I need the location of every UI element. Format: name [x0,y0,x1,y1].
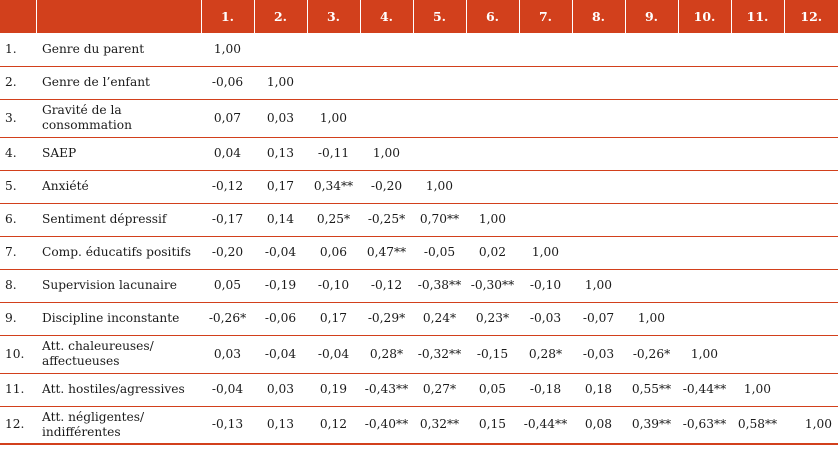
correlation-cell: 0,05 [478,382,507,396]
correlation-cell: 0,13 [266,417,295,432]
correlation-cell: -0,43** [364,382,409,396]
row-number: 9. [5,311,17,325]
row-number: 6. [5,212,17,226]
correlation-cell: 0,24* [422,311,457,325]
correlation-cell [466,99,519,137]
correlation-cell: 1,00 [266,75,295,89]
correlation-cell [572,99,625,137]
correlation-cell [360,99,413,137]
table-body [0,33,838,444]
correlation-cell [413,66,466,99]
correlation-cell: -0,11 [317,146,350,160]
correlation-cell: 1,00 [319,110,348,125]
correlation-cell: -0,13 [211,417,244,432]
correlation-cell [784,236,838,269]
table-row [0,236,838,269]
correlation-cell: -0,06 [264,311,297,325]
correlation-cell [466,170,519,203]
correlation-cell [360,33,413,66]
correlation-cell: 0,17 [266,179,295,193]
correlation-cell [360,66,413,99]
correlation-cell: -0,38** [417,278,462,292]
correlation-cell [519,66,572,99]
correlation-cell: 0,18 [584,382,613,396]
column-header: 2. [254,0,307,33]
correlation-cell: 0,55** [631,382,672,396]
correlation-cell: -0,32** [417,346,462,361]
correlation-cell: 0,07 [213,110,242,125]
correlation-cell: -0,44** [682,382,727,396]
correlation-cell [678,236,731,269]
correlation-cell [678,269,731,302]
correlation-cell: 0,28* [369,346,404,361]
column-header: 9. [625,0,678,33]
correlation-cell: 0,14 [266,212,295,226]
correlation-cell [678,170,731,203]
correlation-cell [731,236,784,269]
correlation-cell: 0,27* [422,382,457,396]
correlation-cell: -0,10 [529,278,562,292]
row-number: 4. [5,146,17,160]
correlation-cell [625,236,678,269]
row-number: 1. [5,41,17,56]
correlation-cell [307,33,360,66]
table-row [0,335,838,373]
correlation-cell [784,373,838,406]
correlation-cell: 0,58** [737,417,778,432]
row-label: Comp. éducatifs positifs [42,245,192,259]
header-number-cell [0,0,36,33]
row-label: Att. hostiles/agressives [42,382,185,396]
correlation-cell [784,170,838,203]
correlation-cell: 0,13 [266,146,295,160]
row-number: 10. [5,346,25,361]
column-header: 7. [519,0,572,33]
header-row [0,0,838,33]
column-header: 1. [201,0,254,33]
correlation-cell: -0,44** [523,417,568,432]
correlation-cell [572,236,625,269]
correlation-cell [413,33,466,66]
correlation-cell [784,33,838,66]
correlation-cell: -0,04 [317,346,350,361]
correlation-cell: 0,32** [419,417,460,432]
correlation-cell: 0,15 [478,417,507,432]
correlation-cell [784,335,838,373]
correlation-cell: -0,04 [211,382,244,396]
correlation-cell: 0,70** [419,212,460,226]
correlation-cell: 0,19 [319,382,348,396]
correlation-cell [413,99,466,137]
row-label: Att. négligentes/ indifférentes [42,409,145,439]
correlation-cell [784,99,838,137]
column-header: 6. [466,0,519,33]
correlation-cell [731,99,784,137]
row-number: 3. [5,110,17,125]
correlation-cell: 0,28* [528,346,563,361]
correlation-cell [625,33,678,66]
row-label: Att. chaleureuses/ affectueuses [42,339,154,368]
table-row [0,373,838,406]
correlation-cell: 0,23* [475,311,510,325]
correlation-cell: 1,00 [213,41,242,56]
correlation-cell: -0,30** [470,278,515,292]
row-number: 12. [5,417,25,432]
row-label: SAEP [42,146,77,160]
correlation-cell: -0,03 [582,346,615,361]
table-row [0,406,838,444]
correlation-cell [784,137,838,170]
column-header: 5. [413,0,466,33]
correlation-cell [519,203,572,236]
correlation-cell: 0,17 [319,311,348,325]
correlation-cell [466,33,519,66]
correlation-cell [731,302,784,335]
row-number: 8. [5,278,17,292]
correlation-cell [731,203,784,236]
header-label-cell [36,0,201,33]
correlation-cell: 0,08 [584,417,613,432]
correlation-cell: 0,03 [213,346,242,361]
correlation-cell [678,66,731,99]
correlation-cell [519,99,572,137]
row-label: Discipline inconstante [42,311,180,325]
correlation-cell [466,137,519,170]
correlation-cell [519,137,572,170]
correlation-cell [731,137,784,170]
correlation-cell: 0,34** [313,179,354,193]
correlation-cell [731,170,784,203]
correlation-cell: 1,00 [804,417,832,432]
correlation-cell: 0,47** [366,245,407,259]
row-number: 2. [5,75,17,89]
correlation-cell [572,33,625,66]
correlation-cell: -0,19 [264,278,297,292]
correlation-cell: 0,04 [213,146,242,160]
correlation-cell: -0,05 [423,245,456,259]
table-row [0,302,838,335]
correlation-cell [625,137,678,170]
row-label: Supervision lacunaire [42,278,177,292]
correlation-cell [466,66,519,99]
table-row [0,99,838,137]
correlation-cell: -0,15 [476,346,509,361]
correlation-cell [572,170,625,203]
column-header: 11. [731,0,784,33]
correlation-cell: -0,12 [211,179,244,193]
column-header: 8. [572,0,625,33]
correlation-cell: -0,18 [529,382,562,396]
row-label: Genre du parent [42,41,145,56]
correlation-cell [784,302,838,335]
correlation-cell [784,269,838,302]
row-number: 5. [5,179,17,193]
correlation-cell: 0,03 [266,382,295,396]
column-header: 10. [678,0,731,33]
correlation-cell: 1,00 [372,146,401,160]
row-label: Gravité de la consommation [42,103,132,132]
table-row [0,170,838,203]
correlation-cell: 0,39** [631,417,672,432]
correlation-cell [572,137,625,170]
correlation-cell: -0,04 [264,245,297,259]
correlation-cell: -0,12 [370,278,403,292]
correlation-cell [678,302,731,335]
table-row [0,33,838,66]
correlation-cell: 0,25* [316,212,351,226]
correlation-cell: -0,10 [317,278,350,292]
correlation-cell: 0,12 [319,417,348,432]
correlation-cell [625,99,678,137]
correlation-cell: -0,25* [367,212,406,226]
correlation-cell: -0,20 [370,179,403,193]
correlation-cell [784,203,838,236]
row-label: Sentiment dépressif [42,212,167,226]
correlation-cell [413,137,466,170]
correlation-cell: 1,00 [690,346,719,361]
correlation-cell [731,66,784,99]
correlation-cell: 1,00 [637,311,666,325]
correlation-cell [625,66,678,99]
correlation-cell: -0,06 [211,75,244,89]
correlation-cell: -0,17 [211,212,244,226]
correlation-cell: 1,00 [478,212,507,226]
correlation-cell [625,170,678,203]
correlation-cell [254,33,307,66]
correlation-cell: 0,03 [266,110,295,125]
correlation-cell [678,99,731,137]
row-number: 7. [5,245,17,259]
correlation-cell: -0,07 [582,311,615,325]
correlation-cell [307,66,360,99]
column-header: 12. [800,9,823,24]
correlation-cell [678,33,731,66]
correlation-cell [731,269,784,302]
correlation-cell: 0,02 [478,245,507,259]
correlation-cell [678,137,731,170]
correlation-cell [519,33,572,66]
correlation-cell: 1,00 [584,278,613,292]
correlation-cell [678,203,731,236]
row-number: 11. [5,382,25,396]
correlation-cell [784,66,838,99]
column-header: 3. [307,0,360,33]
row-label: Anxiété [42,179,89,193]
correlation-cell: -0,63** [682,417,727,432]
correlation-cell [731,335,784,373]
correlation-cell: -0,20 [211,245,244,259]
table-row [0,66,838,99]
correlation-cell [572,203,625,236]
correlation-cell: 0,06 [319,245,348,259]
row-label: Genre de l’enfant [42,75,150,89]
correlation-cell: -0,26* [208,311,247,325]
correlation-cell: -0,29* [367,311,406,325]
correlation-cell: 1,00 [743,382,772,396]
correlation-cell [731,33,784,66]
correlation-cell: -0,03 [529,311,562,325]
correlation-cell: 0,05 [213,278,242,292]
correlation-cell [519,170,572,203]
correlation-cell: 1,00 [425,179,454,193]
correlation-cell: -0,26* [632,346,671,361]
correlation-cell [572,66,625,99]
correlation-cell: -0,04 [264,346,297,361]
table-row [0,269,838,302]
correlation-cell: 1,00 [531,245,560,259]
table-row [0,137,838,170]
table-row [0,203,838,236]
correlation-cell [625,203,678,236]
column-header: 4. [360,0,413,33]
correlation-cell: -0,40** [364,417,409,432]
correlation-cell [625,269,678,302]
